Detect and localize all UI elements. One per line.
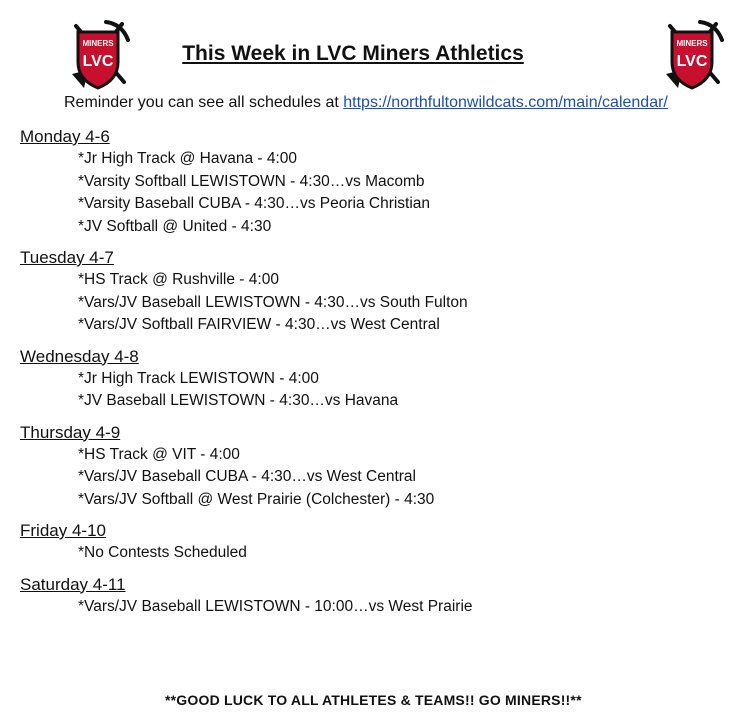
day-section — [20, 247, 740, 337]
event-item: *Vars/JV Baseball LEWISTOWN - 10:00…vs West Prairie — [78, 597, 473, 615]
day-section — [20, 126, 740, 238]
day-section — [20, 574, 740, 619]
event-item: *No Contests Scheduled — [78, 544, 247, 561]
event-item: *JV Baseball LEWISTOWN - 4:30…vs Havana — [78, 392, 399, 409]
event-item: *Jr High Track LEWISTOWN - 4:00 — [78, 369, 319, 387]
event-item: *Vars/JV Softball @ West Prairie (Colchester) - 4:30 — [78, 490, 435, 508]
svg-text:MINERS: MINERS — [82, 39, 114, 48]
svg-text:LVC: LVC — [676, 53, 708, 70]
day-title: Thursday 4-9 — [20, 422, 121, 442]
svg-text:LVC: LVC — [82, 53, 114, 70]
calendar-link[interactable]: https://northfultonwildcats.com/main/calendar/ — [343, 94, 668, 111]
event-item: *HS Track @ Rushville - 4:00 — [78, 271, 279, 288]
svg-text:MINERS: MINERS — [676, 39, 708, 48]
lvc-miners-logo-right — [660, 18, 724, 94]
event-item: *Vars/JV Baseball CUBA - 4:30…vs West Central — [78, 468, 416, 485]
day-section — [20, 346, 740, 413]
day-title: Wednesday 4-8 — [20, 346, 139, 366]
day-title: Saturday 4-11 — [20, 574, 126, 594]
event-item: *Varsity Softball LEWISTOWN - 4:30…vs Macomb — [78, 172, 425, 190]
day-title: Monday 4-6 — [20, 127, 110, 146]
day-section — [20, 422, 740, 512]
schedule-list — [20, 126, 740, 627]
day-section — [20, 520, 740, 565]
day-title: Tuesday 4-7 — [20, 248, 114, 267]
event-item: *JV Softball @ United - 4:30 — [78, 217, 272, 235]
event-item: *Jr High Track @ Havana - 4:00 — [78, 150, 298, 167]
event-item: *Vars/JV Baseball LEWISTOWN - 4:30…vs South Fulton — [78, 293, 468, 311]
event-item: *Vars/JV Softball FAIRVIEW - 4:30…vs West Central — [78, 316, 440, 333]
footer-message: **GOOD LUCK TO ALL ATHLETES & TEAMS!! GO MINERS!!** — [165, 692, 582, 708]
day-title: Friday 4-10 — [20, 521, 106, 540]
reminder-text: Reminder you can see all schedules at — [64, 94, 344, 111]
event-item: *Varsity Baseball CUBA - 4:30…vs Peoria Christian — [78, 195, 431, 212]
reminder-line — [64, 94, 668, 112]
event-item: *HS Track @ VIT - 4:00 — [78, 445, 240, 463]
page-title: This Week in LVC Miners Athletics — [182, 42, 524, 65]
